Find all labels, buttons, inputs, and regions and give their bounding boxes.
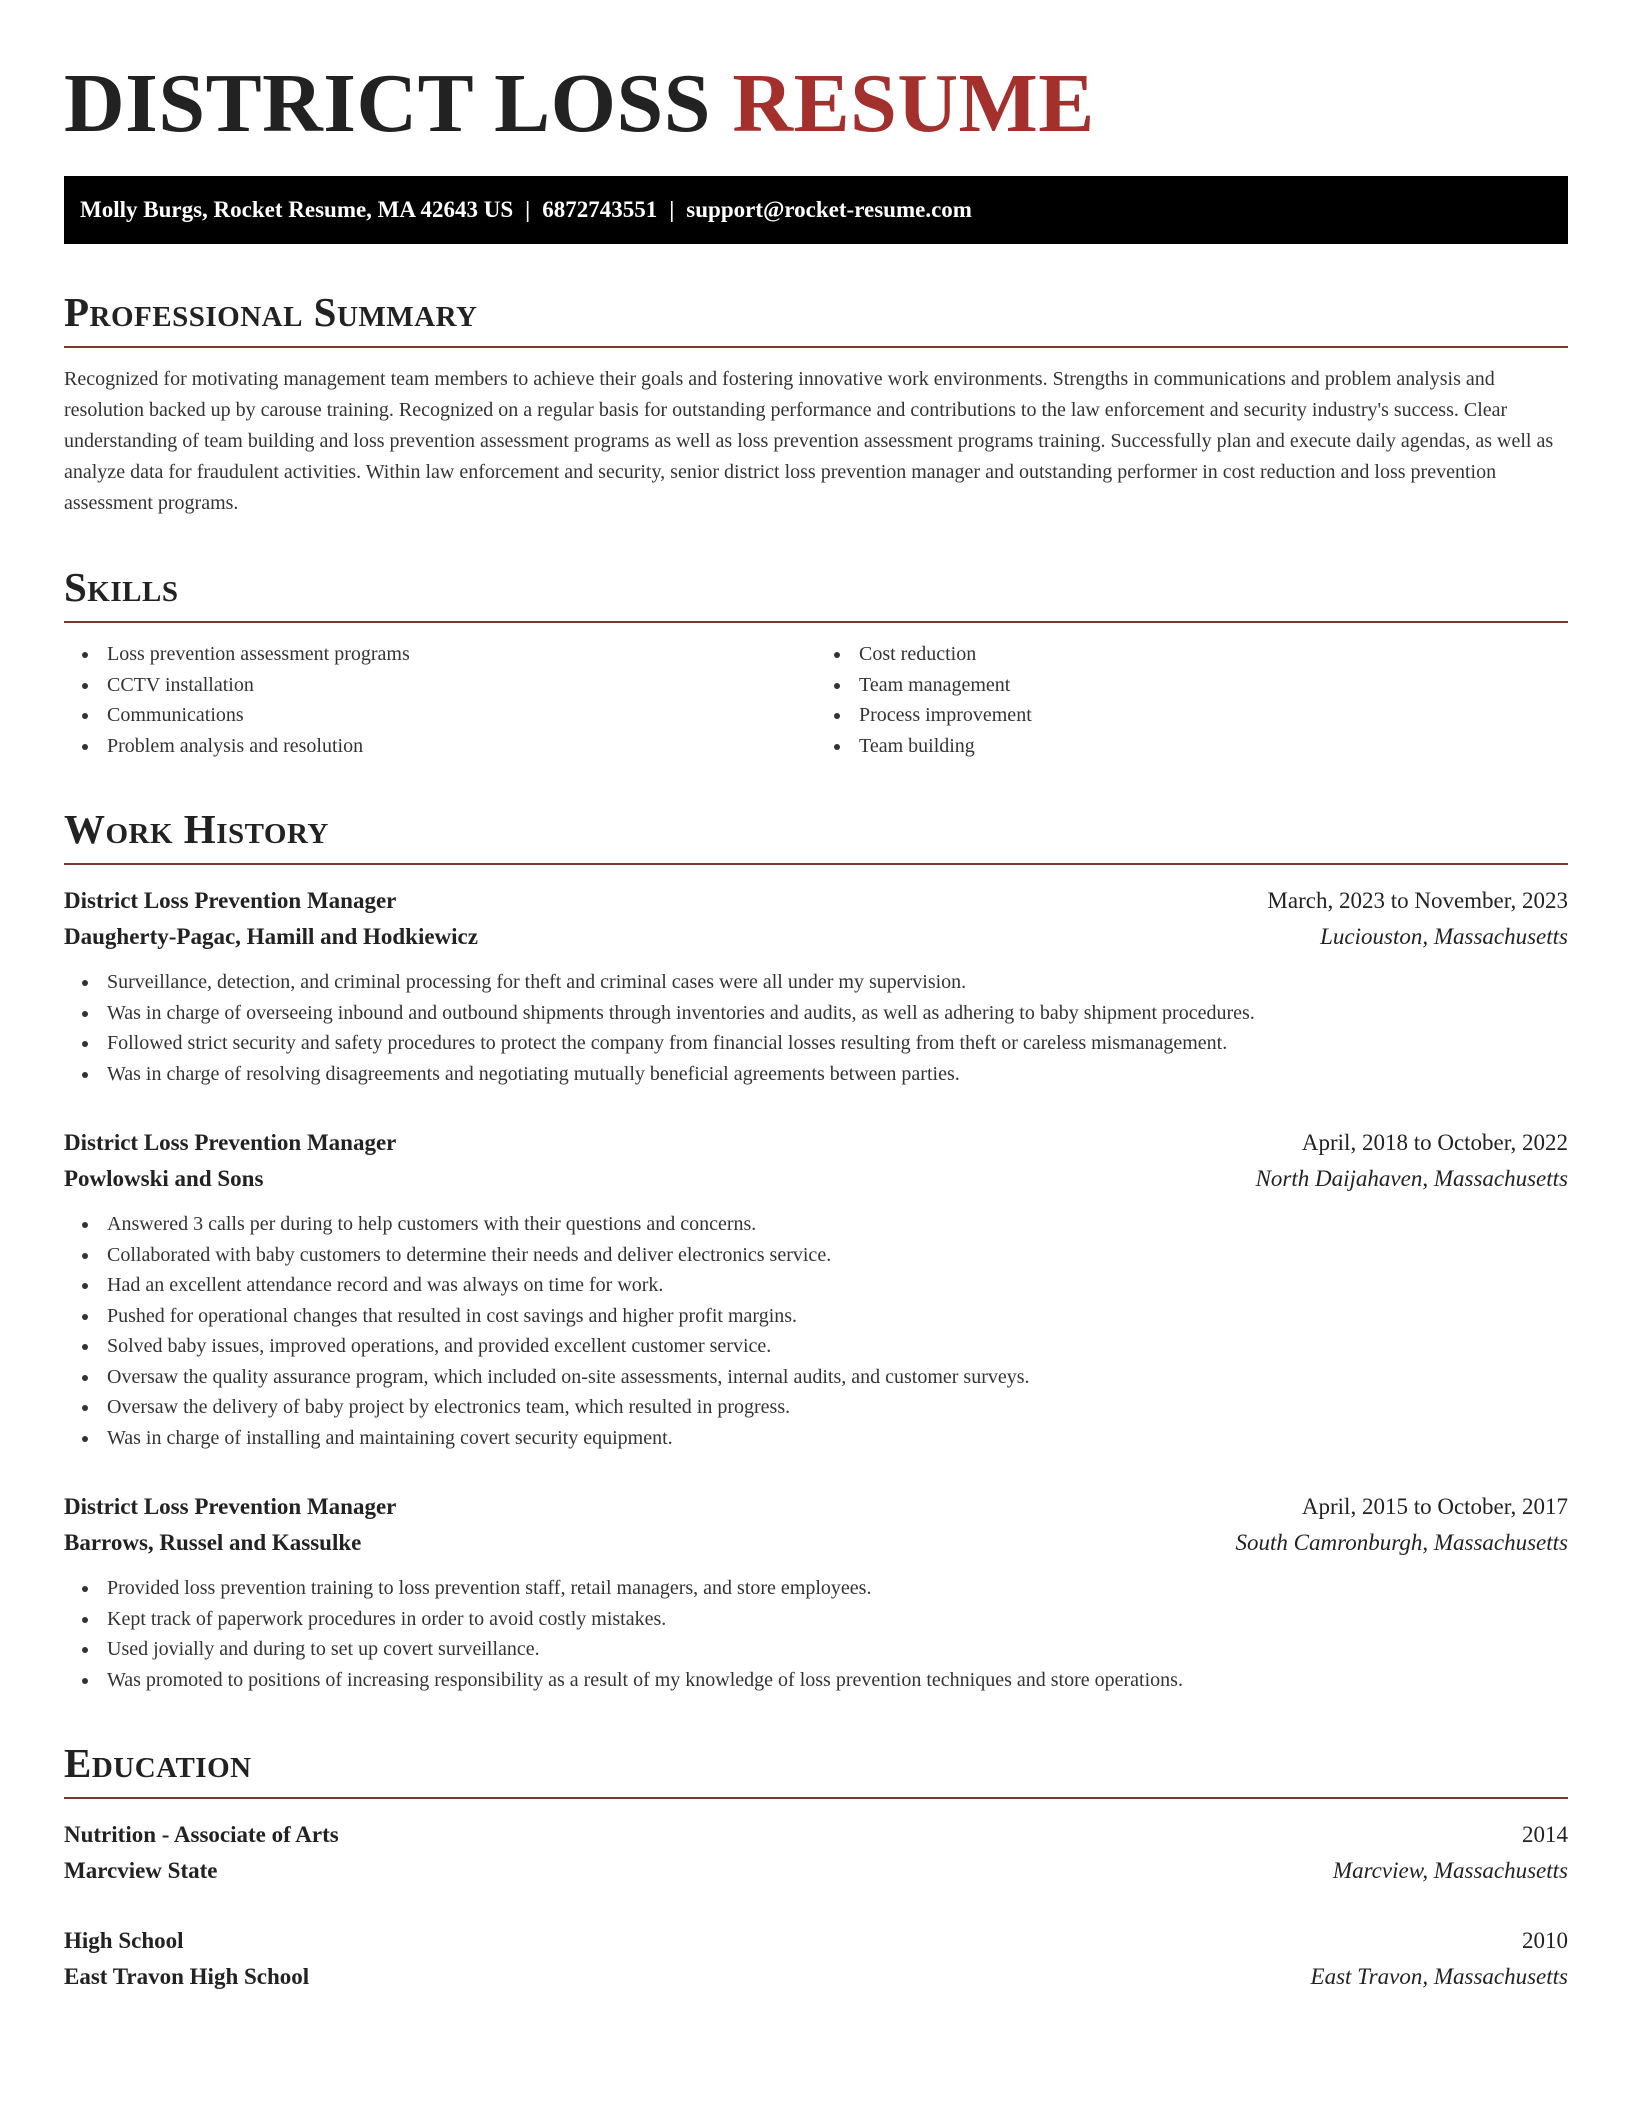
skill-item: Communications	[107, 700, 816, 731]
job-bullet: Pushed for operational changes that resulted in cost savings and higher profit margins.	[107, 1301, 1568, 1332]
contact-email: support@rocket-resume.com	[686, 197, 972, 222]
job-bullets	[64, 967, 1568, 1089]
education-section	[64, 1739, 1568, 1995]
skill-item: Process improvement	[859, 700, 1568, 731]
skills-heading: Skills	[64, 564, 179, 610]
education-entry	[64, 1923, 1568, 1995]
contact-separator: |	[525, 197, 531, 222]
job-bullets	[64, 1573, 1568, 1695]
education-school: Marcview State	[64, 1858, 218, 1883]
education-school-row	[64, 1959, 1568, 1995]
summary-heading: Professional Summary	[64, 289, 478, 335]
skill-item: Team management	[859, 670, 1568, 701]
job-bullet: Provided loss prevention training to loss prevention staff, retail managers, and store employees.	[107, 1573, 1568, 1604]
education-school: East Travon High School	[64, 1964, 310, 1989]
job-location: Luciouston, Massachusetts	[1320, 924, 1568, 949]
job-company: Daugherty-Pagac, Hamill and Hodkiewicz	[64, 924, 478, 949]
section-divider	[64, 621, 1568, 623]
resume-title	[64, 56, 1568, 152]
job-location: South Camronburgh, Massachusetts	[1235, 1530, 1568, 1555]
job-bullet: Had an excellent attendance record and was always on time for work.	[107, 1270, 1568, 1301]
work-history-heading: Work History	[64, 806, 329, 852]
job-bullet: Answered 3 calls per during to help customers with their questions and concerns.	[107, 1209, 1568, 1240]
education-degree: Nutrition - Associate of Arts	[64, 1822, 339, 1847]
summary-text: Recognized for motivating management team members to achieve their goals and fostering innovative work environments. Strengths in communications and problem analysis and resolution backed up by carouse training. Recognized on a regular basis for outstanding performance and contributions to the law enforcement and security industry's success. Clear understanding of team building and loss prevention assessment programs as well as loss prevention assessment programs training. Successfully plan and execute daily agendas, as well as analyze data for fraudulent activities. Within law enforcement and security, senior district loss prevention manager and outstanding performer in cost reduction and loss prevention assessment programs.	[64, 368, 1554, 514]
job-bullet: Was promoted to positions of increasing responsibility as a result of my knowledge of loss prevention techniques and store operations.	[107, 1665, 1568, 1696]
title-main: DISTRICT LOSS	[64, 57, 711, 150]
job-title-row	[64, 1489, 1568, 1525]
job-bullet: Was in charge of resolving disagreements and negotiating mutually beneficial agreements between parties.	[107, 1059, 1568, 1090]
section-divider	[64, 863, 1568, 865]
education-degree: High School	[64, 1928, 184, 1953]
skill-item: Problem analysis and resolution	[107, 731, 816, 762]
job-bullet: Was in charge of overseeing inbound and outbound shipments through inventories and audits, as well as adhering to baby shipment procedures.	[107, 998, 1568, 1029]
skills-grid	[64, 639, 1568, 761]
job-bullet: Solved baby issues, improved operations, and provided excellent customer service.	[107, 1331, 1568, 1362]
summary-section	[64, 288, 1568, 519]
title-accent: RESUME	[732, 57, 1095, 150]
job-entry	[64, 1125, 1568, 1453]
job-title: District Loss Prevention Manager	[64, 888, 397, 913]
contact-address: Molly Burgs, Rocket Resume, MA 42643 US	[80, 197, 514, 222]
job-bullets	[64, 1209, 1568, 1453]
job-bullet: Surveillance, detection, and criminal processing for theft and criminal cases were all under my supervision.	[107, 967, 1568, 998]
job-company: Barrows, Russel and Kassulke	[64, 1530, 362, 1555]
job-title-row	[64, 883, 1568, 919]
job-company-row	[64, 1161, 1568, 1197]
skills-section	[64, 563, 1568, 761]
job-bullet: Oversaw the delivery of baby project by electronics team, which resulted in progress.	[107, 1392, 1568, 1423]
job-company-row	[64, 1525, 1568, 1561]
job-entry	[64, 1489, 1568, 1695]
work-history-section	[64, 805, 1568, 1695]
job-location: North Daijahaven, Massachusetts	[1255, 1166, 1568, 1191]
job-bullet: Collaborated with baby customers to determine their needs and deliver electronics service.	[107, 1240, 1568, 1271]
education-degree-row	[64, 1923, 1568, 1959]
job-company-row	[64, 919, 1568, 955]
skill-item: Team building	[859, 731, 1568, 762]
skill-item: Loss prevention assessment programs	[107, 639, 816, 670]
job-company: Powlowski and Sons	[64, 1166, 264, 1191]
job-title-row	[64, 1125, 1568, 1161]
job-dates: April, 2015 to October, 2017	[1301, 1494, 1568, 1519]
job-entry	[64, 883, 1568, 1089]
section-divider	[64, 1797, 1568, 1799]
job-dates: March, 2023 to November, 2023	[1267, 888, 1568, 913]
job-dates: April, 2018 to October, 2022	[1301, 1130, 1568, 1155]
job-title: District Loss Prevention Manager	[64, 1494, 397, 1519]
job-bullet: Used jovially and during to set up covert surveillance.	[107, 1634, 1568, 1665]
education-degree-row	[64, 1817, 1568, 1853]
job-bullet: Was in charge of installing and maintaining covert security equipment.	[107, 1423, 1568, 1454]
skills-column-right	[816, 639, 1568, 761]
job-bullet: Followed strict security and safety procedures to protect the company from financial losses resulting from theft or careless mismanagement.	[107, 1028, 1568, 1059]
education-location: East Travon, Massachusetts	[1310, 1964, 1568, 1989]
education-year: 2010	[1522, 1928, 1568, 1953]
contact-phone: 6872743551	[542, 197, 658, 222]
education-school-row	[64, 1853, 1568, 1889]
section-divider	[64, 346, 1568, 348]
education-heading: Education	[64, 1740, 252, 1786]
job-title: District Loss Prevention Manager	[64, 1130, 397, 1155]
job-bullet: Oversaw the quality assurance program, which included on-site assessments, internal audits, and customer surveys.	[107, 1362, 1568, 1393]
education-year: 2014	[1522, 1822, 1568, 1847]
skill-item: Cost reduction	[859, 639, 1568, 670]
education-entry	[64, 1817, 1568, 1889]
contact-separator: |	[669, 197, 675, 222]
job-bullet: Kept track of paperwork procedures in order to avoid costly mistakes.	[107, 1604, 1568, 1635]
education-location: Marcview, Massachusetts	[1332, 1858, 1568, 1883]
skill-item: CCTV installation	[107, 670, 816, 701]
contact-bar	[64, 176, 1568, 244]
skills-column-left	[64, 639, 816, 761]
